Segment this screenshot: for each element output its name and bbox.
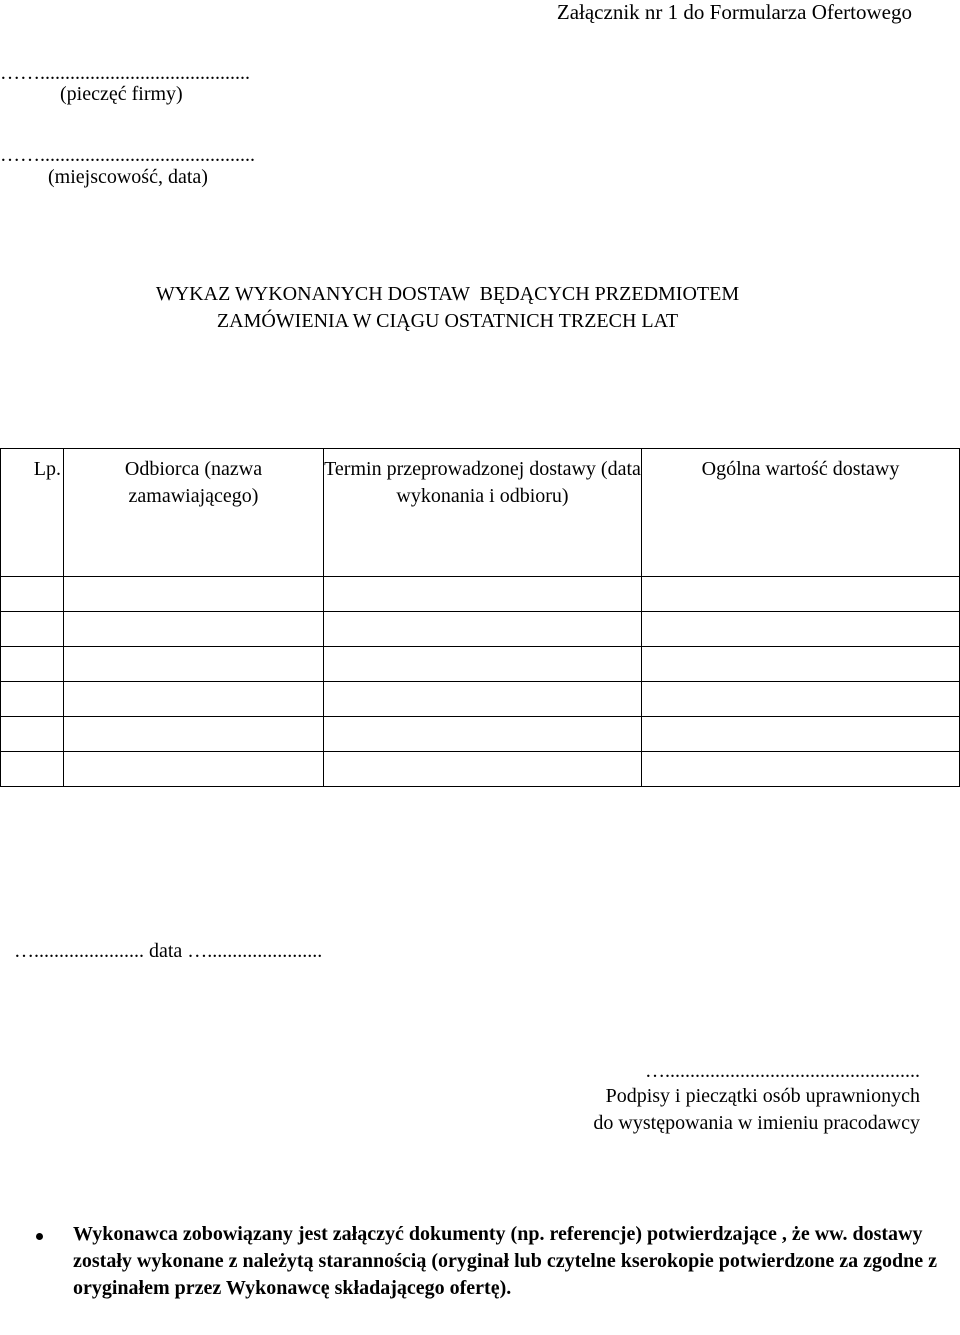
annex-header: Załącznik nr 1 do Formularza Ofertowego <box>556 0 912 24</box>
table-cell[interactable] <box>642 577 960 612</box>
table-cell[interactable] <box>642 752 960 787</box>
place-date-label: (miejscowość, data) <box>48 166 208 188</box>
table-cell[interactable] <box>64 647 324 682</box>
contractor-note: Wykonawca zobowiązany jest załączyć dokumenty (np. referencje) potwierdzające , że ww. dostawy zostały wykonane z należytą starannością (oryginał lub czytelne kserokopie potwierdzone za zgodne z oryginałem przez Wykonawcę składającego ofertę). <box>73 1223 938 1299</box>
company-stamp-label: (pieczęć firmy) <box>60 83 183 105</box>
table-header-row <box>1 449 960 577</box>
bullet-icon <box>36 1233 43 1240</box>
signature-date-line: …...................... data …....................... <box>14 940 323 962</box>
table-cell[interactable] <box>324 752 642 787</box>
table-cell[interactable] <box>1 577 64 612</box>
table-cell[interactable] <box>324 647 642 682</box>
table-cell[interactable] <box>642 612 960 647</box>
table-row <box>1 682 960 717</box>
table-cell[interactable] <box>64 717 324 752</box>
table-row <box>1 752 960 787</box>
table-cell[interactable] <box>64 612 324 647</box>
table-row <box>1 612 960 647</box>
deliveries-table <box>0 448 960 787</box>
table-row <box>1 717 960 752</box>
signature-caption <box>593 1083 920 1137</box>
table-cell[interactable] <box>324 717 642 752</box>
table-cell[interactable] <box>1 647 64 682</box>
table-cell[interactable] <box>1 717 64 752</box>
table-cell[interactable] <box>64 682 324 717</box>
header-recipient: Odbiorca (nazwa zamawiającego) <box>64 449 324 577</box>
signature-dots: …................................................... <box>645 1060 920 1082</box>
table-cell[interactable] <box>324 682 642 717</box>
table-cell[interactable] <box>1 752 64 787</box>
signature-caption-line-2: do występowania w imieniu pracodawcy <box>593 1112 920 1134</box>
signature-caption-line-1: Podpisy i pieczątki osób uprawnionych <box>605 1085 920 1107</box>
place-date-dots: ……........................................... <box>0 144 255 166</box>
company-stamp-dots: …….......................................... <box>0 62 250 84</box>
table-row <box>1 647 960 682</box>
table-cell[interactable] <box>1 612 64 647</box>
table-cell[interactable] <box>324 577 642 612</box>
table-cell[interactable] <box>64 752 324 787</box>
table-cell[interactable] <box>642 717 960 752</box>
header-total-value: Ogólna wartość dostawy <box>642 449 960 577</box>
table-cell[interactable] <box>1 682 64 717</box>
table-cell[interactable] <box>642 647 960 682</box>
table-cell[interactable] <box>642 682 960 717</box>
title-line-1: WYKAZ WYKONANYCH DOSTAW BĘDĄCYCH PRZEDMIOTEM <box>155 283 740 305</box>
document-title <box>0 281 960 335</box>
table-cell[interactable] <box>64 577 324 612</box>
table-row <box>1 577 960 612</box>
header-delivery-date: Termin przeprowadzonej dostawy (data wykonania i odbioru) <box>324 449 642 577</box>
table-cell[interactable] <box>324 612 642 647</box>
title-line-2: ZAMÓWIENIA W CIĄGU OSTATNICH TRZECH LAT <box>216 310 679 332</box>
header-lp: Lp. <box>1 449 64 577</box>
